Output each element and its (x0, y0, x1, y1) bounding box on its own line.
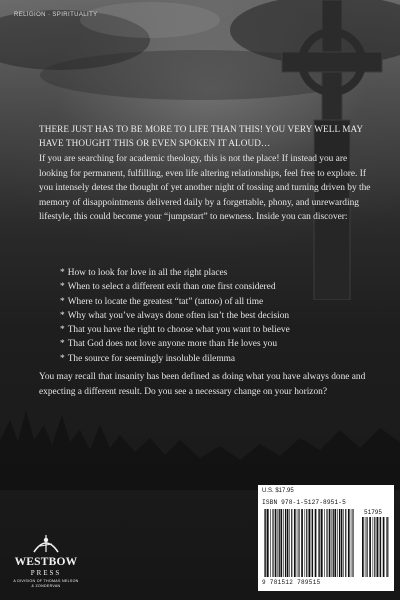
headline: THERE JUST HAS TO BE MORE TO LIFE THAN THIS! YOU VERY WELL MAY HAVE THOUGHT THIS OR EVEN SPOKEN IT ALOUD… (39, 124, 363, 148)
isbn-label: ISBN 978-1-5127-8951-5 (262, 499, 346, 506)
price-code: 51795 (364, 509, 383, 516)
bullet-text: Where to locate the greatest “tat” (tattoo) of all time (67, 296, 264, 307)
archer-icon (30, 532, 62, 554)
publisher-division-2: & ZONDERVAN (31, 584, 61, 588)
publisher-name: WESTBOW (14, 556, 78, 568)
list-item (60, 295, 290, 309)
celtic-cross-icon (272, 0, 392, 300)
bullet-list (60, 266, 290, 366)
category-label: RELIGION · SPIRITUALITY (14, 12, 98, 18)
list-item (60, 323, 290, 337)
bullet-star: * (60, 282, 65, 293)
barcode-box (258, 485, 394, 591)
list-item (60, 337, 290, 351)
list-item (60, 280, 290, 294)
bullet-text: Why what you’ve always done often isn’t the best decision (67, 310, 290, 321)
closing-paragraph: You may recall that insanity has been defined as doing what you have always done and expecting a different result. Do you see a necessary change on your horizon? (39, 372, 366, 397)
bullet-text: That God does not love anyone more than He loves you (67, 339, 278, 350)
bullet-star: * (60, 310, 65, 321)
bullet-star: * (60, 296, 65, 307)
list-item (60, 266, 290, 280)
publisher-logo (6, 532, 86, 594)
publisher-sub: PRESS (30, 569, 62, 577)
price-barcode-icon (362, 517, 390, 577)
bullet-star: * (60, 325, 65, 336)
bullet-star: * (60, 339, 65, 350)
price-label: U.S. $17.95 (262, 488, 294, 494)
bullet-text: When to select a different exit than one first considered (67, 282, 276, 293)
list-item (60, 352, 290, 366)
ean-digits: 9 781512 789515 (262, 579, 321, 586)
intro-paragraph: If you are searching for academic theology, this is not the place! If instead you are looking for permanent, fulfilling, even life altering relationships, feel free to explore. If you intensely detest the thought of yet another night of tossing and turning driven by the memory of disappointments delivered daily by a forgettable, phony, and unrewarding lifestyle, this could become your “jumpstart” to newness. Inside you can discover: (39, 154, 371, 222)
list-item (60, 309, 290, 323)
barcode-icon (264, 509, 356, 577)
bullet-text: How to look for love in all the right places (67, 268, 228, 278)
bullet-star: * (60, 353, 65, 364)
bullet-text: The source for seemingly insoluble dilemma (67, 353, 236, 364)
bullet-text: That you have the right to choose what you want to believe (67, 325, 290, 336)
publisher-division: A DIVISION OF THOMAS NELSON (13, 579, 79, 583)
bullet-star: * (60, 268, 65, 278)
